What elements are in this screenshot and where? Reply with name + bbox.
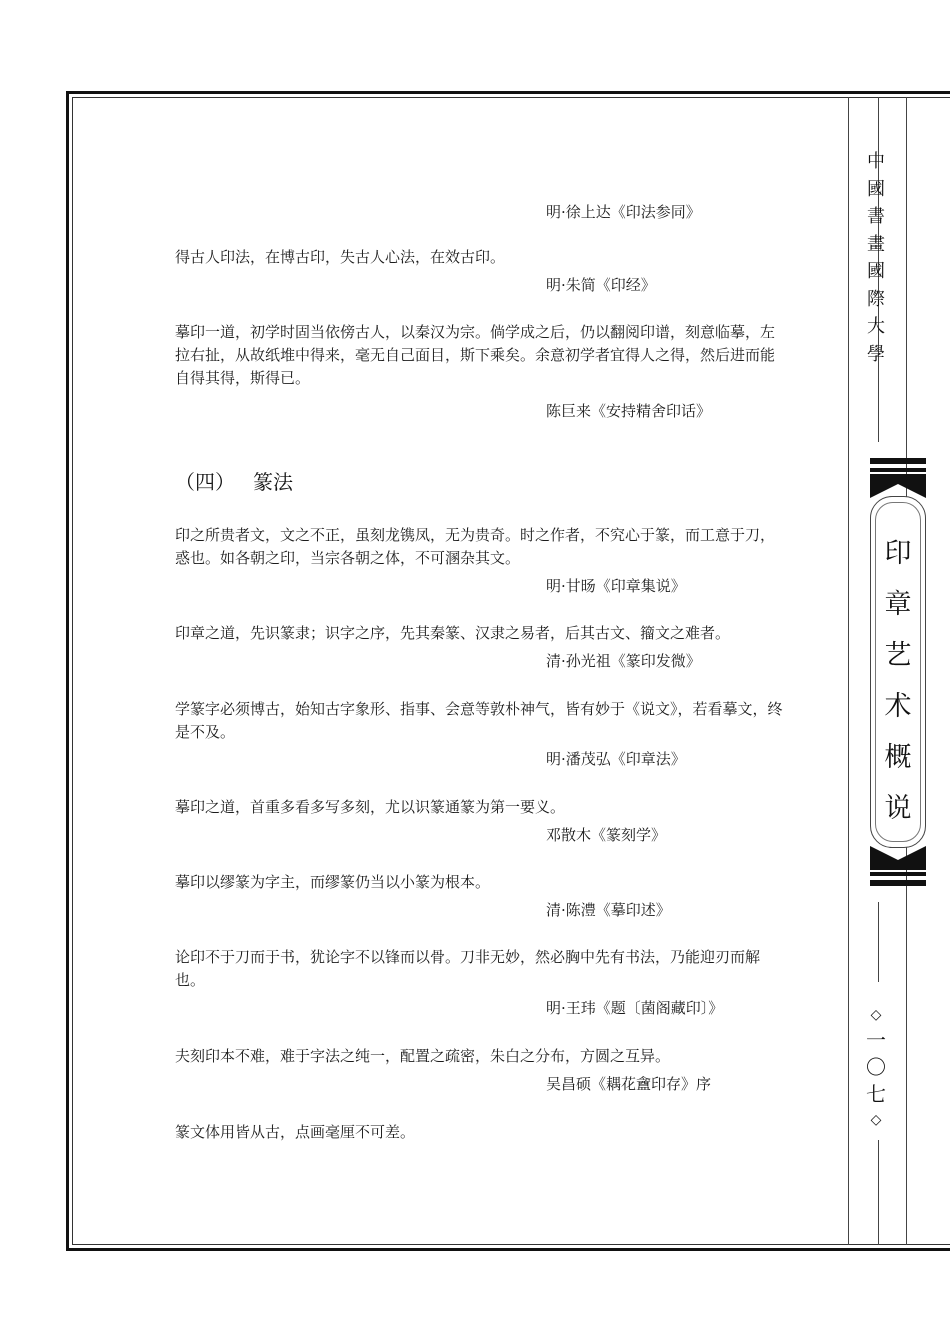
margin-rule-center-mid bbox=[878, 902, 879, 982]
attribution: 陈巨来《安持精舍印话》 bbox=[546, 402, 712, 420]
quote-paragraph: 摹印之道，首重多看多写多刻，尤以识篆通篆为第一要义。 bbox=[175, 798, 566, 816]
book-title-char: 章 bbox=[884, 589, 912, 620]
ornament-band-top-thin-2 bbox=[870, 468, 926, 472]
attribution: 明·甘旸《印章集说》 bbox=[546, 577, 686, 595]
quote-paragraph: 摹印以缪篆为字主，而缪篆仍当以小篆为根本。 bbox=[175, 873, 491, 891]
section-heading bbox=[175, 469, 293, 495]
series-title-char: 學 bbox=[867, 343, 885, 365]
margin-rule-left bbox=[848, 97, 849, 1245]
series-title-char: 國 bbox=[867, 261, 885, 282]
quote-paragraph: 印之所贵者文，文之不正，虽刻龙镌凤，无为贵奇。时之作者，不究心于篆，而工意于刀，惑也。如各朝之印，当宗各朝之体，不可溷杂其文。 bbox=[175, 526, 776, 567]
attribution: 明·潘茂弘《印章法》 bbox=[546, 750, 686, 768]
book-title-char: 说 bbox=[884, 793, 912, 824]
section-number: （四） bbox=[175, 470, 235, 494]
series-title-char: 畫 bbox=[867, 233, 885, 255]
page-number bbox=[856, 1003, 896, 1132]
ornament-chevron-bottom bbox=[870, 846, 926, 870]
book-title bbox=[872, 528, 924, 834]
series-title-char: 際 bbox=[867, 288, 885, 310]
page-number-digit: 一 bbox=[866, 1028, 886, 1052]
attribution: 明·王玮《题〔菌阁藏印〕》 bbox=[546, 999, 724, 1017]
attribution: 明·朱简《印经》 bbox=[546, 276, 656, 294]
ornament-band-bottom-thin-2 bbox=[870, 880, 926, 886]
series-title bbox=[856, 148, 896, 368]
attribution: 清·孙光祖《篆印发微》 bbox=[546, 652, 701, 670]
quote-paragraph: 夫刻印本不难，难于字法之纯一，配置之疏密，朱白之分布，方圆之互异。 bbox=[175, 1047, 671, 1065]
series-title-char: 大 bbox=[867, 316, 885, 337]
section-title: 篆法 bbox=[253, 470, 293, 494]
ornament-chevron-top bbox=[870, 474, 926, 498]
book-title-char: 艺 bbox=[884, 640, 912, 671]
series-title-char: 國 bbox=[867, 178, 885, 200]
page-frame-inner bbox=[72, 97, 950, 1245]
attribution: 邓散木《篆刻学》 bbox=[546, 826, 667, 844]
series-title-char: 中 bbox=[867, 151, 885, 172]
ornament-band-top-thin bbox=[870, 458, 926, 464]
page-number-digit: 七 bbox=[866, 1082, 886, 1106]
attribution: 吴昌硕《耦花盦印存》序 bbox=[546, 1075, 712, 1093]
attribution: 明·徐上达《印法参同》 bbox=[546, 203, 701, 221]
book-title-char: 概 bbox=[884, 742, 912, 773]
quote-paragraph: 学篆字必须博古，始知古字象形、指事、会意等敦朴神气，皆有妙于《说文》，若看摹文，终是不及。 bbox=[175, 700, 783, 741]
attribution: 清·陈澧《摹印述》 bbox=[546, 901, 671, 919]
page-number-digit: 〇 bbox=[866, 1055, 886, 1079]
quote-paragraph: 论印不于刀而于书，犹论字不以锋而以骨。刀非无妙，然必胸中先有书法，乃能迎刃而解也。 bbox=[175, 948, 761, 989]
quote-paragraph: 得古人印法，在博古印，失古人心法，在效古印。 bbox=[175, 248, 506, 266]
quote-paragraph: 印章之道，先识篆隶；识字之序，先其秦篆、汉隶之易者，后其古文、籀文之难者。 bbox=[175, 624, 731, 642]
diamond-icon: ◇ bbox=[870, 1112, 882, 1128]
quote-paragraph: 摹印一道，初学时固当依傍古人，以秦汉为宗。倘学成之后，仍以翻阅印谱，刻意临摹，左拉右扯，从故纸堆中得来，毫无自己面目，斯下乘矣。余意初学者宜得人之得，然后进而能自得其得，斯得已。 bbox=[175, 323, 776, 387]
ornament-band-bottom-thin bbox=[870, 872, 926, 876]
quote-paragraph: 篆文体用皆从古，点画毫厘不可差。 bbox=[175, 1123, 416, 1141]
book-title-char: 术 bbox=[884, 691, 912, 722]
series-title-char: 書 bbox=[867, 206, 885, 227]
diamond-icon: ◇ bbox=[870, 1007, 882, 1023]
margin-rule-center-bottom bbox=[878, 1140, 879, 1245]
book-title-char: 印 bbox=[884, 538, 912, 569]
